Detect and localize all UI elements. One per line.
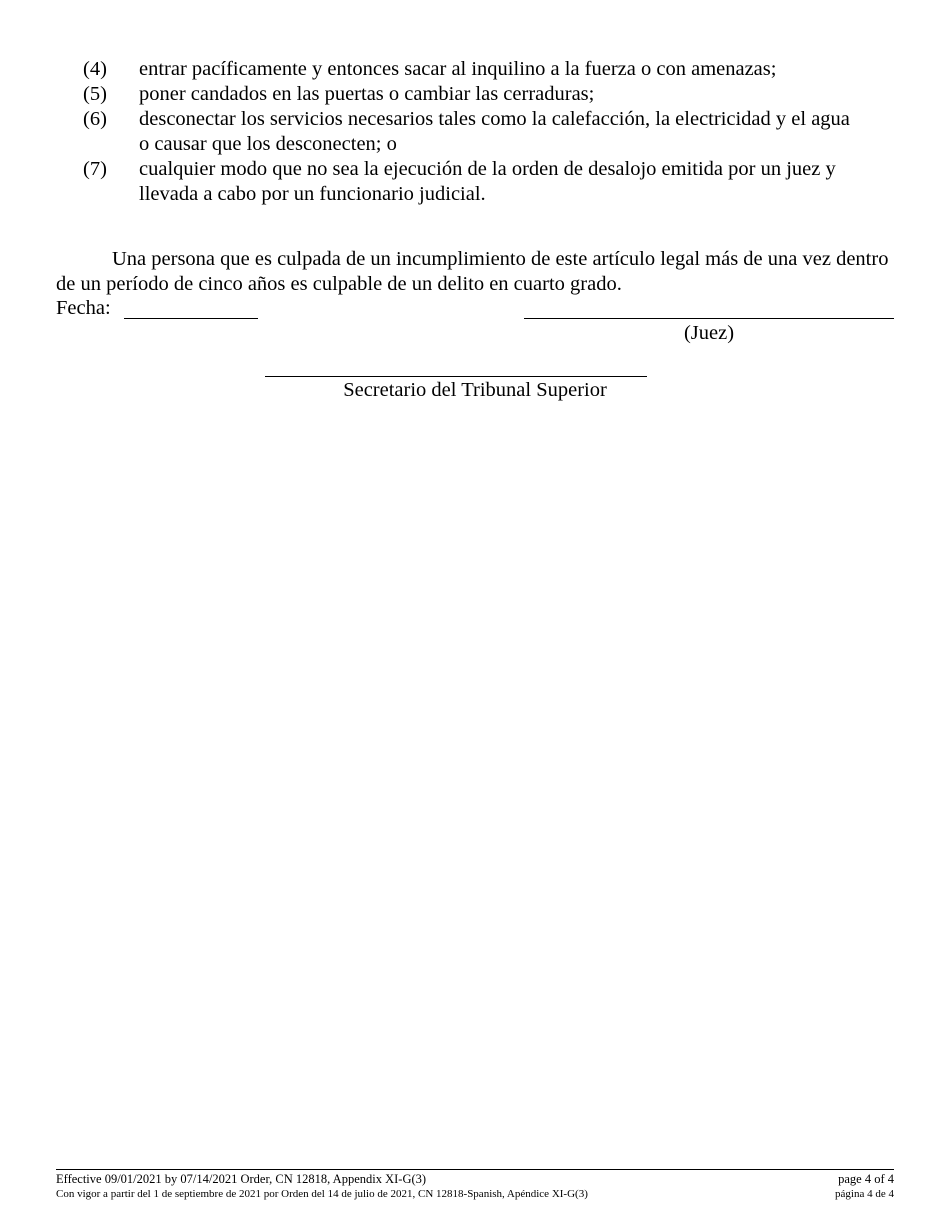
clerk-label: Secretario del Tribunal Superior (343, 379, 607, 401)
footer-spanish (56, 1187, 894, 1201)
list-item (0, 82, 950, 107)
footer-effective-text: Effective 09/01/2021 by 07/14/2021 Order, CN 12818, Appendix XI-G(3) (56, 1172, 427, 1186)
list-item-text: entrar pacíficamente y entonces sacar al inquilino a la fuerza o con amenazas; (139, 58, 777, 80)
footer-divider (56, 1169, 894, 1170)
penalty-paragraph: Una persona que es culpada de un incumplimiento de este artículo legal más de una vez dentro de un período de cinco años es culpable de un delito en cuarto grado. (56, 247, 889, 295)
list-item-number: (4) (83, 58, 107, 80)
list-item-number: (7) (83, 158, 107, 180)
footer-effective-text-spanish: Con vigor a partir del 1 de septiembre de 2021 por Orden del 14 de julio de 2021, CN 12818-Spanish, Apéndice XI-G(3) (56, 1188, 588, 1200)
date-signature-line (124, 318, 258, 319)
date-label: Fecha: (56, 297, 111, 319)
list-item (0, 107, 950, 157)
clerk-signature-line (265, 376, 647, 377)
list-item-number: (6) (83, 108, 107, 130)
list-item (0, 57, 950, 82)
list-item-number: (5) (83, 83, 107, 105)
footer-english (56, 1172, 894, 1187)
judge-label: (Juez) (683, 322, 735, 344)
list-item-text: desconectar los servicios necesarios tales como la calefacción, la electricidad y el agua o causar que los desconecten; o (139, 108, 850, 155)
list-item (0, 157, 950, 207)
prohibited-actions-list (0, 57, 950, 207)
footer-page-number-spanish: página 4 de 4 (835, 1188, 894, 1200)
footer-page-number: page 4 of 4 (838, 1172, 894, 1186)
list-item-text: cualquier modo que no sea la ejecución de la orden de desalojo emitida por un juez y llevada a cabo por un funcionario judicial. (139, 158, 836, 205)
judge-signature-line (524, 318, 894, 319)
list-item-text: poner candados en las puertas o cambiar las cerraduras; (139, 83, 595, 105)
